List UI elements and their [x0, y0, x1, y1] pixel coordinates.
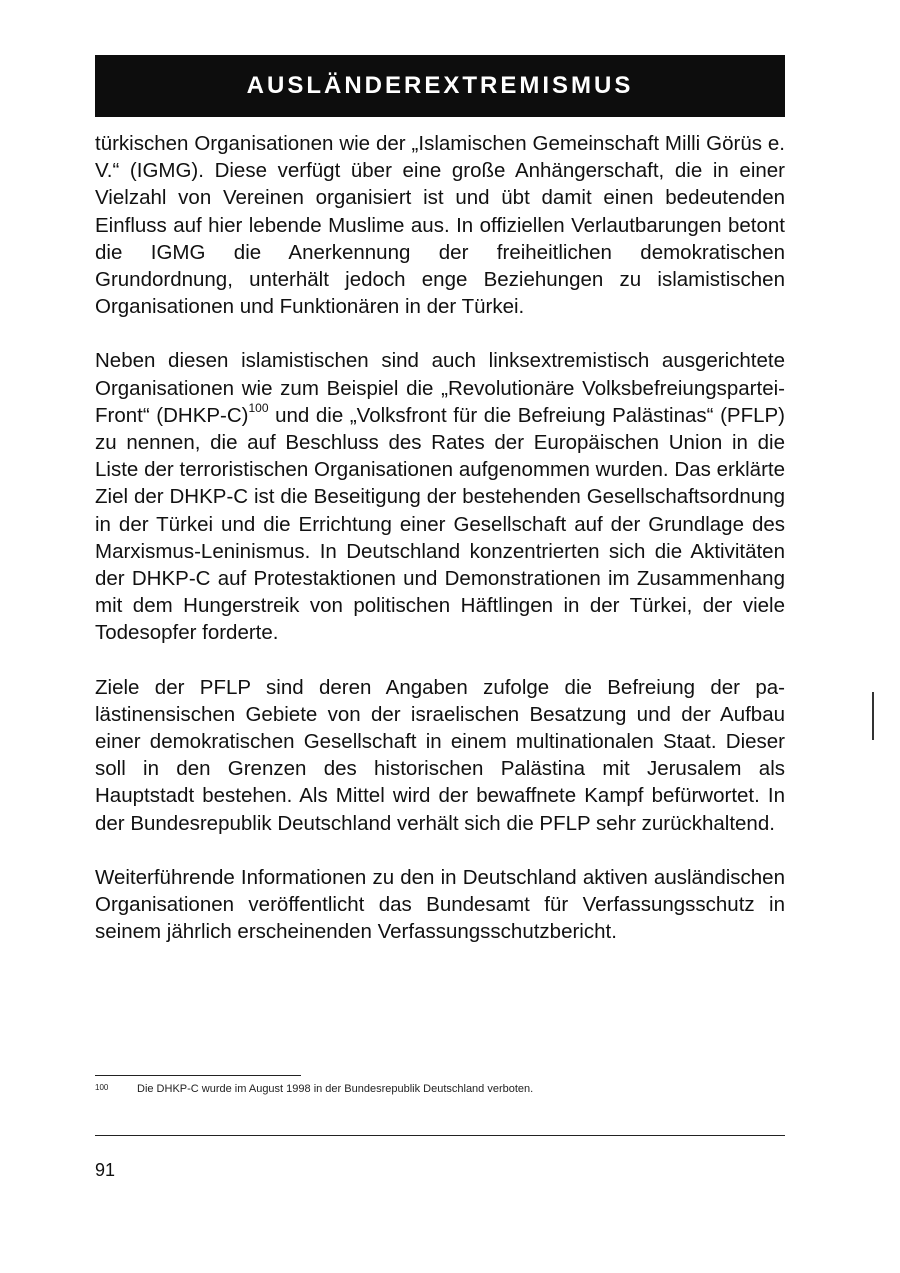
footnote-reference[interactable]: 100 — [248, 401, 269, 415]
body-text — [95, 130, 785, 972]
footnote-text: Die DHKP-C wurde im August 1998 in der Bundesrepublik Deutschland verboten. — [137, 1083, 534, 1095]
paragraph-1: türkischen Organisationen wie der „Islamischen Gemeinschaft Milli Görüs e. V.“ (IGMG). Diese verfügt über eine große Anhängerschaft, die in einer Vielzahl von Vereinen organisiert ist und übt damit einen bedeutenden Einfluss auf hier lebende Muslime aus. In offiziellen Verlautbarungen betont die IGMG die Anerkennung der freiheitlichen demokratischen Grundordnung, unterhält jedoch enge Beziehungen zu islamistischen Organisationen und Funktionären in der Türkei. — [95, 132, 785, 319]
paragraph-4: Weiterführende Informationen zu den in Deutschland aktiven ausländischen Organisationen veröffentlicht das Bundesamt für Verfassungsschutz in seinem jährlich erscheinenden Verfassungsschutzbericht. — [95, 865, 785, 944]
paragraph-3: Ziele der PFLP sind deren Angaben zufolge die Befreiung der palästinensischen Gebiete von der israelischen Besatzung und der Aufbau einer demokratischen Gesellschaft in einem multinationalen Staat. Dieser soll in den Grenzen des historischen Palästina mit Jerusalem als Hauptstadt bestehen. Als Mittel wird der bewaffnete Kampf befürwortet. In der Bundesrepublik Deutschland verhält sich die PFLP sehr zurückhaltend. — [95, 675, 785, 835]
paragraph-2-text-before: Neben diesen islamistischen sind auch linksextremistisch ausgerichtete Organisationen wie zum Beispiel die „Revolutionäre Volksbefreiungspartei-Front“ (DHKP-C) — [95, 349, 785, 427]
footnote — [95, 1083, 785, 1095]
section-title: AUSLÄNDEREXTREMISMUS — [246, 72, 634, 99]
footnote-number: 100 — [95, 1083, 109, 1092]
paragraph-2 — [95, 347, 785, 646]
paragraph-2-text-after: und die „Volksfront für die Befreiung Palästinas“ (PFLP) zu nennen, die auf Beschluss des Rates der Europäischen Union in die Liste der terroristischen Organisationen aufgenommen wurden. Das erklärte Ziel der DHKP-C ist die Beseitigung der bestehenden Gesellschaftsordnung in der Türkei und die Errichtung einer Gesellschaft auf der Grundlage des Marxismus-Leninismus. In Deutschland konzentrierten sich die Aktivitäten der DHKP-C auf Protestaktionen und Demonstrationen im Zusammenhang mit dem Hungerstreik von politischen Häftlingen in der Türkei, der viele Todesopfer forderte. — [95, 403, 785, 645]
section-header — [95, 55, 785, 117]
page-footer-divider — [95, 1135, 785, 1136]
page-number: 91 — [95, 1160, 116, 1180]
footnote-divider — [95, 1075, 301, 1076]
margin-mark — [872, 692, 874, 740]
